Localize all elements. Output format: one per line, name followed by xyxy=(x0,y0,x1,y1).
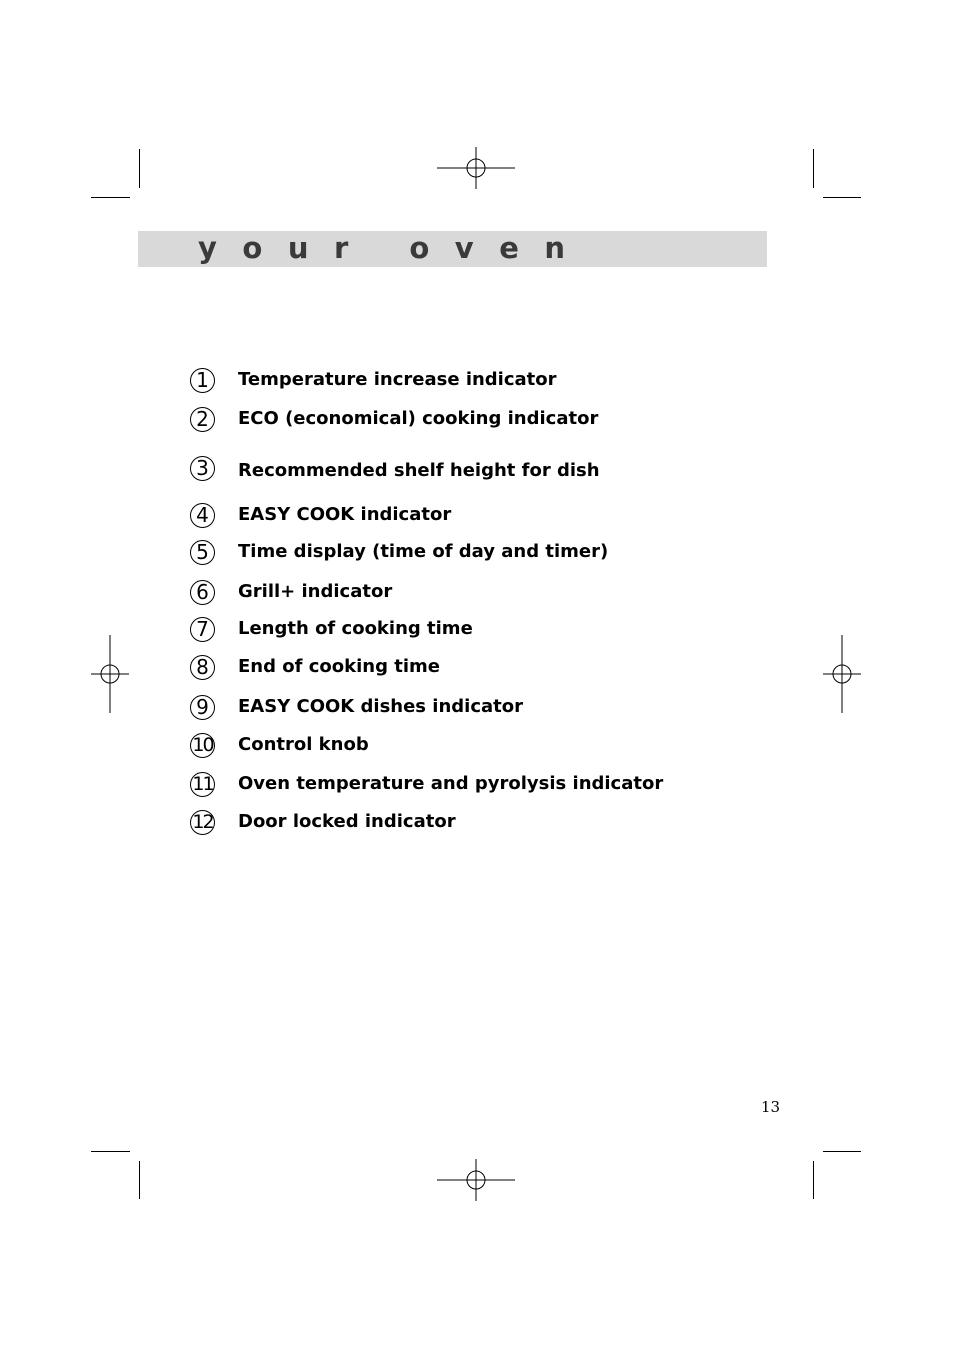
page-title: your oven xyxy=(198,231,591,265)
list-item xyxy=(190,367,710,397)
list-item xyxy=(190,694,710,724)
item-label: Recommended shelf height for dish xyxy=(238,460,600,481)
item-label: Time display (time of day and timer) xyxy=(238,541,609,562)
crop-mark-bottom-right-vertical xyxy=(813,1161,814,1199)
item-number-badge: 8 xyxy=(190,655,215,680)
item-number-badge: 11 xyxy=(190,772,215,797)
crop-mark-bottom-left-horizontal xyxy=(91,1151,130,1152)
item-number-badge: 3 xyxy=(190,456,215,481)
item-number-badge: 1 xyxy=(190,368,215,393)
list-item xyxy=(190,616,710,646)
item-label: Grill+ indicator xyxy=(238,581,393,602)
item-number-badge: 6 xyxy=(190,580,215,605)
item-label: EASY COOK dishes indicator xyxy=(238,696,523,717)
item-number-badge: 4 xyxy=(190,503,215,528)
item-label: Oven temperature and pyrolysis indicator xyxy=(238,773,664,794)
list-item xyxy=(190,502,710,532)
list-item xyxy=(190,732,710,762)
list-item xyxy=(190,771,710,801)
item-label: ECO (economical) cooking indicator xyxy=(238,408,599,429)
item-number-badge: 12 xyxy=(190,810,215,835)
crop-mark-bottom-left-vertical xyxy=(139,1161,140,1199)
item-number-badge: 2 xyxy=(190,407,215,432)
item-number-badge: 10 xyxy=(190,733,215,758)
item-label: Length of cooking time xyxy=(238,618,473,639)
item-label: EASY COOK indicator xyxy=(238,504,452,525)
list-item xyxy=(190,809,710,839)
item-label: Control knob xyxy=(238,734,369,755)
list-item xyxy=(190,579,710,609)
list-item xyxy=(190,406,710,436)
item-number-badge: 5 xyxy=(190,540,215,565)
registration-mark-bottom-icon xyxy=(437,1141,515,1219)
list-item xyxy=(190,539,710,569)
item-number-badge: 9 xyxy=(190,695,215,720)
item-label: Temperature increase indicator xyxy=(238,369,557,390)
item-label: End of cooking time xyxy=(238,656,440,677)
list-item xyxy=(190,654,710,684)
list-item xyxy=(190,455,710,485)
item-number-badge: 7 xyxy=(190,617,215,642)
crop-mark-bottom-right-horizontal xyxy=(823,1151,861,1152)
page-number: 13 xyxy=(761,1098,781,1116)
item-label: Door locked indicator xyxy=(238,811,456,832)
